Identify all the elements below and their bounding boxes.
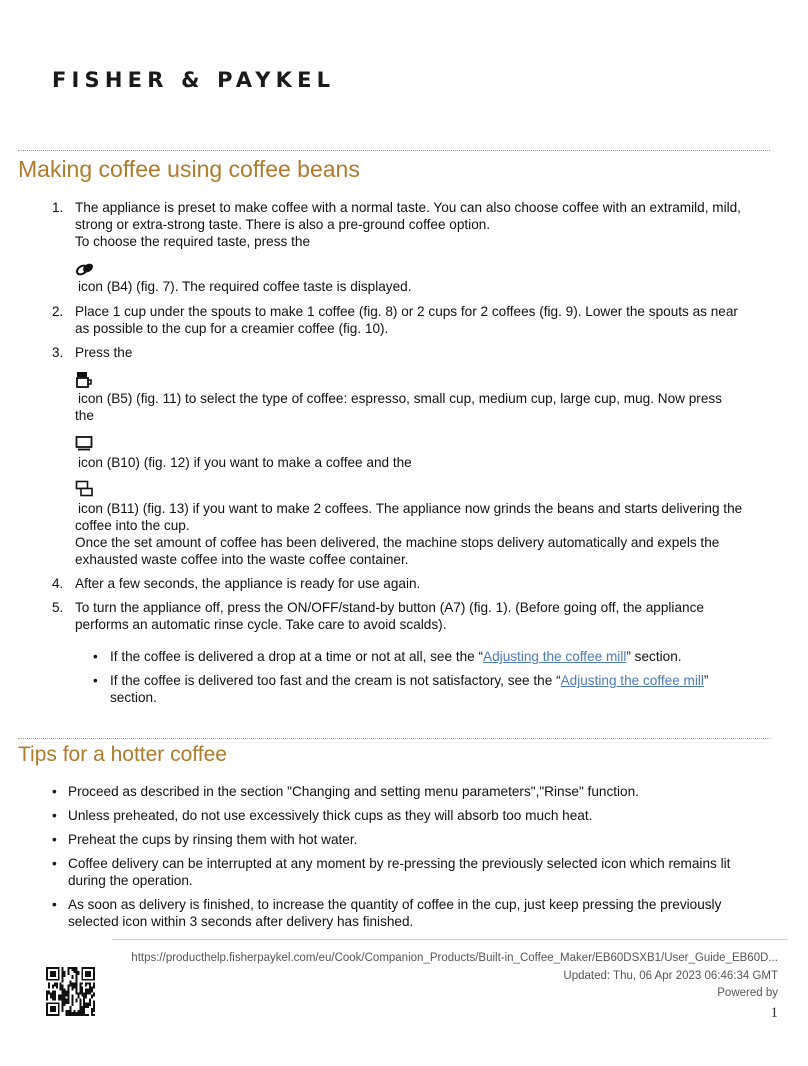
list-number: 5. — [52, 600, 64, 615]
list-item-text: icon (B10) (fig. 12) if you want to make a coffee and the — [78, 455, 412, 470]
list-item-text: Place 1 cup under the spouts to make 1 coffee (fig. 8) or 2 cups for 2 coffees (fig. 9). Lower the spouts as near — [75, 304, 738, 319]
list-item-text: icon (B11) (fig. 13) if you want to make 2 coffees. The appliance now grinds the beans and starts delivering the — [78, 501, 743, 516]
list-item-text: coffee into the cup. — [75, 518, 190, 533]
coffee-bean-icon — [75, 260, 95, 278]
footer-divider — [112, 939, 788, 940]
list-item-text: strong or extra-strong taste. There is also a pre-ground coffee option. — [75, 217, 491, 232]
bullet-dot: • — [52, 897, 57, 912]
section-title-tips: Tips for a hotter coffee — [18, 743, 227, 766]
list-number: 2. — [52, 304, 64, 319]
page-number: 1 — [770, 1005, 778, 1021]
bullet-text: If the coffee is delivered a drop at a time or not at all, see the “Adjusting the coffee mill” section. — [110, 649, 682, 664]
adjusting-coffee-mill-link[interactable]: Adjusting the coffee mill — [483, 649, 627, 664]
bullet-dot: • — [52, 856, 57, 871]
bullet-text: Proceed as described in the section "Changing and setting menu parameters","Rinse" function. — [68, 784, 639, 799]
brand-logo: FISHER & PAYKEL — [52, 68, 336, 92]
footer-updated: Updated: Thu, 06 Apr 2023 06:46:34 GMT — [563, 970, 778, 982]
bullet-dot: • — [52, 832, 57, 847]
list-item-text: The appliance is preset to make coffee with a normal taste. You can also choose coffee with an extramild, mild, — [75, 200, 741, 215]
footer-powered-by: Powered by — [717, 987, 778, 999]
bullet-text: If the coffee is delivered too fast and the cream is not satisfactory, see the “Adjusting the coffee mill” — [110, 673, 709, 688]
section-divider — [18, 150, 770, 151]
footer-url[interactable]: https://producthelp.fisherpaykel.com/eu/Cook/Companion_Products/Built-in_Coffee_Maker/EB60DSXB1/User_Guide_EB60D... — [131, 952, 778, 964]
bullet-dot: • — [93, 673, 98, 688]
list-item-text: To turn the appliance off, press the ON/OFF/stand-by button (A7) (fig. 1). (Before going off, the appliance — [75, 600, 704, 615]
list-number: 4. — [52, 576, 64, 591]
list-item-text: as possible to the cup for a creamier coffee (fig. 10). — [75, 321, 389, 336]
bullet-text: selected icon within 3 seconds after delivery has finished. — [68, 914, 414, 929]
coffee-type-icon — [75, 371, 95, 389]
list-item-text: Once the set amount of coffee has been delivered, the machine stops delivery automatically and expels the — [75, 535, 720, 550]
list-item-text: icon (B5) (fig. 11) to select the type of coffee: espresso, small cup, medium cup, large cup, mug. Now press — [78, 391, 722, 406]
list-item-text: performs an automatic rinse cycle. Take care to avoid scalds). — [75, 617, 447, 632]
bullet-dot: • — [93, 649, 98, 664]
list-item-text: icon (B4) (fig. 7). The required coffee taste is displayed. — [78, 279, 412, 294]
one-cup-icon — [75, 434, 95, 452]
bullet-dot: • — [52, 808, 57, 823]
bullet-text: Unless preheated, do not use excessively thick cups as they will absorb too much heat. — [68, 808, 593, 823]
list-item-text: After a few seconds, the appliance is ready for use again. — [75, 576, 421, 591]
list-item-text: exhausted waste coffee into the waste coffee container. — [75, 552, 409, 567]
qr-code-icon — [46, 967, 95, 1016]
bullet-dot: • — [52, 784, 57, 799]
adjusting-coffee-mill-link[interactable]: Adjusting the coffee mill — [560, 673, 704, 688]
list-item-text: To choose the required taste, press the — [75, 234, 311, 249]
bullet-text: section. — [110, 690, 157, 705]
list-number: 3. — [52, 345, 64, 360]
list-item-text: the — [75, 408, 94, 423]
bullet-text: Coffee delivery can be interrupted at any moment by re-pressing the previously selected icon which remains lit — [68, 856, 731, 871]
section-title-making-coffee: Making coffee using coffee beans — [18, 156, 360, 182]
bullet-text: during the operation. — [68, 873, 193, 888]
list-number: 1. — [52, 200, 64, 215]
list-item-text: Press the — [75, 345, 133, 360]
section-divider — [18, 738, 770, 739]
bullet-text: Preheat the cups by rinsing them with hot water. — [68, 832, 358, 847]
two-cups-icon — [75, 480, 95, 498]
bullet-text: As soon as delivery is finished, to increase the quantity of coffee in the cup, just keep pressing the previously — [68, 897, 722, 912]
